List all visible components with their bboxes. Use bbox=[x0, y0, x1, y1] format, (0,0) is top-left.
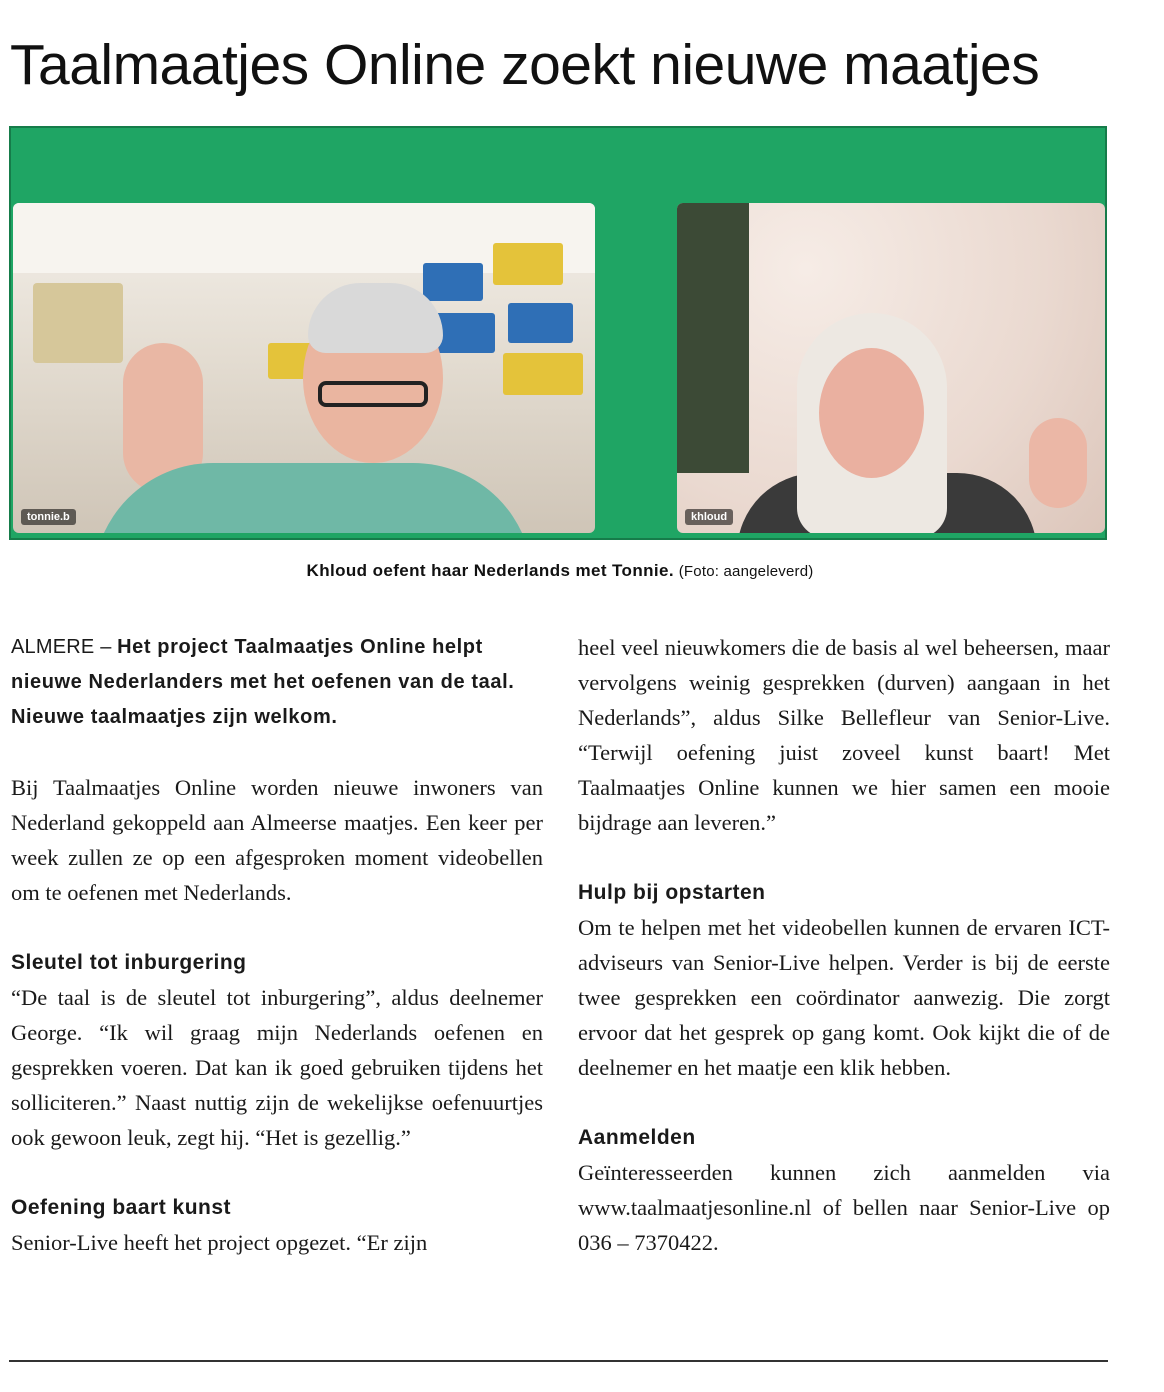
waving-hand bbox=[1029, 418, 1087, 508]
paragraph: heel veel nieuwkomers die de basis al wel beheersen, maar vervolgens weinig gesprekken (durven) aangaan in het Nederlands”, aldus Silke Bellefleur van Senior-Live. “Terwijl oefening juist zoveel kunst baart! Met Taalmaatjes Online kunnen we hier samen een mooie bijdrage aan leveren.” bbox=[578, 635, 1110, 835]
subheading: Oefening baart kunst bbox=[11, 1196, 232, 1219]
dateline: ALMERE – bbox=[11, 636, 112, 658]
caption-text: Khloud oefent haar Nederlands met Tonnie. bbox=[306, 561, 674, 580]
headline: Taalmaatjes Online zoekt nieuwe maatjes bbox=[10, 33, 1040, 97]
subheading: Sleutel tot inburgering bbox=[11, 951, 247, 974]
wall-painting bbox=[33, 283, 123, 363]
name-tag-left: tonnie.b bbox=[21, 509, 76, 525]
paragraph: Senior-Live heeft het project opgezet. “Er zijn bbox=[11, 1230, 428, 1255]
article-column-1 bbox=[11, 630, 543, 1260]
subheading: Hulp bij opstarten bbox=[578, 881, 766, 904]
photo-caption bbox=[0, 561, 1120, 581]
article-column-2 bbox=[578, 630, 1110, 1260]
paragraph: Bij Taalmaatjes Online worden nieuwe inwoners van Nederland gekoppeld aan Almeerse maatjes. Een keer per week zullen ze op een afgesproken moment videobellen om te oefenen met Nederlands. bbox=[11, 775, 543, 905]
paragraph: Geïnteresseerden kunnen zich aanmelden via www.taalmaatjesonline.nl of bellen naar Senior-Live op 036 – 7370422. bbox=[578, 1160, 1110, 1255]
face bbox=[819, 348, 924, 478]
subheading: Aanmelden bbox=[578, 1126, 696, 1149]
video-call-photo bbox=[9, 126, 1107, 540]
video-tile-tonnie bbox=[13, 203, 595, 533]
paragraph: “De taal is de sleutel tot inburgering”, aldus deelnemer George. “Ik wil graag mijn Nederlands oefenen en gesprekken voeren. Dat kan ik goed gebruiken tijdens het solliciteren.” Naast nuttig zijn de wekelijkse oefenuurtjes ook gewoon leuk, zegt hij. “Het is gezellig.” bbox=[11, 985, 543, 1150]
bottom-rule bbox=[9, 1360, 1108, 1362]
lead-text: Het project Taalmaatjes Online helpt nieuwe Nederlanders met het oefenen van de taal. Nieuwe taalmaatjes zijn welkom. bbox=[11, 636, 515, 728]
blue-storage-box bbox=[508, 303, 573, 343]
video-tile-khloud bbox=[677, 203, 1105, 533]
photo-credit: (Foto: aangeleverd) bbox=[678, 563, 814, 580]
blue-storage-box bbox=[423, 263, 483, 301]
grey-hair bbox=[308, 283, 443, 353]
yellow-storage-box bbox=[503, 353, 583, 395]
name-tag-right: khloud bbox=[685, 509, 733, 525]
yellow-storage-box bbox=[493, 243, 563, 285]
wall-painting bbox=[677, 203, 749, 473]
glasses bbox=[318, 381, 428, 407]
article-lead bbox=[11, 630, 543, 735]
paragraph: Om te helpen met het videobellen kunnen de ervaren ICT-adviseurs van Senior-Live helpen. Verder is bij de eerste twee gesprekken een coördinator aanwezig. Die zorgt ervoor dat het gesprek op gang komt. Ook kijkt die of de deelnemer en het maatje een klik hebben. bbox=[578, 915, 1110, 1080]
